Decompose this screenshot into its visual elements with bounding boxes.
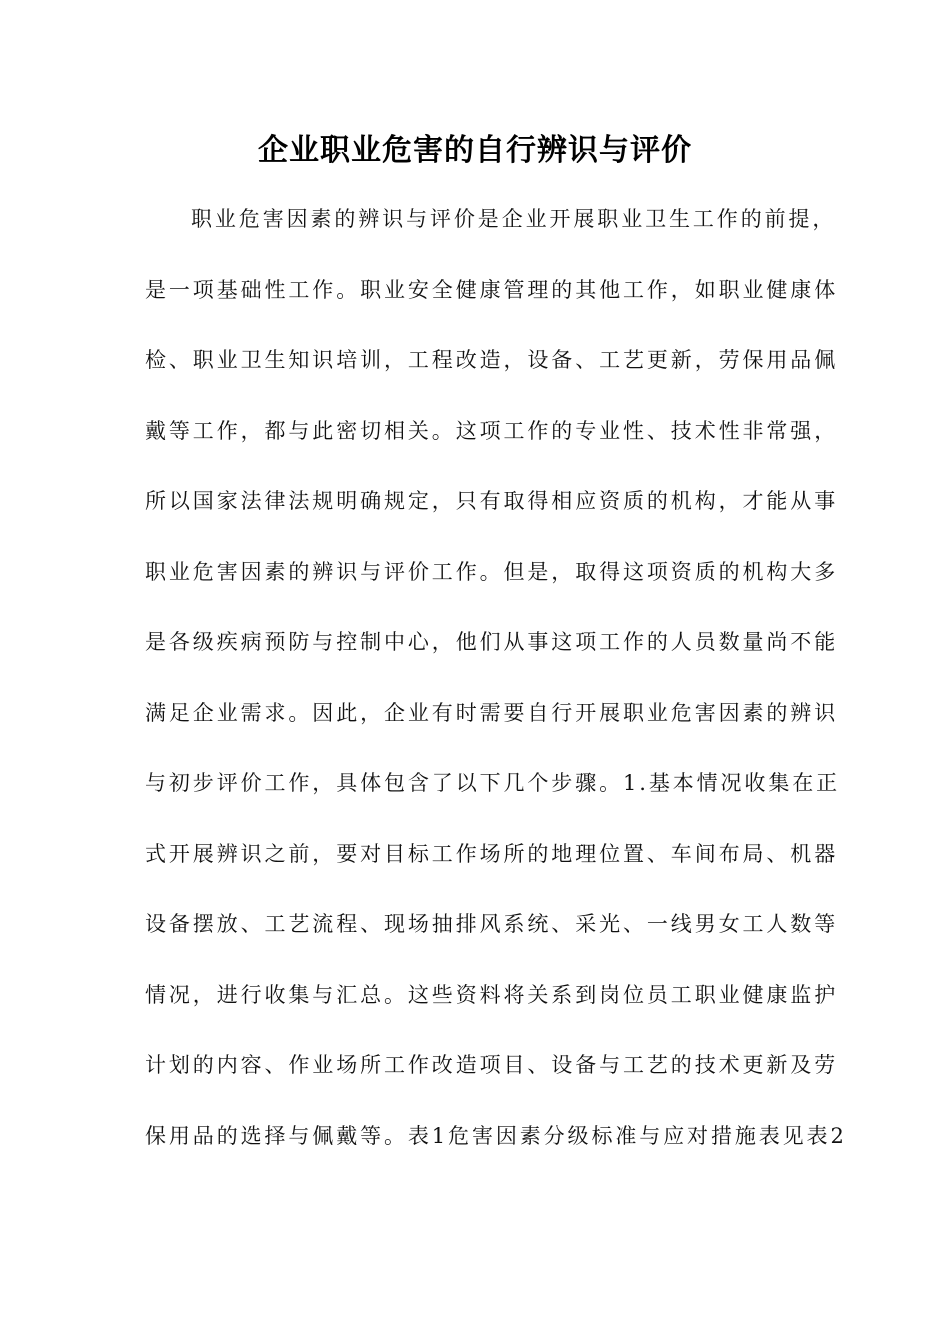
document-title: 企业职业危害的自行辨识与评价: [258, 133, 692, 168]
paragraph-line: 情况，进行收集与汇总。这些资料将关系到岗位员工职业健康监护: [145, 982, 839, 1007]
document-body: [145, 196, 847, 1183]
paragraph-line: 职业危害因素的辨识与评价工作。但是，取得这项资质的机构大多: [145, 559, 839, 584]
paragraph-line: 式开展辨识之前，要对目标工作场所的地理位置、车间布局、机器: [145, 841, 839, 866]
paragraph-line: 是各级疾病预防与控制中心，他们从事这项工作的人员数量尚不能: [145, 630, 839, 654]
paragraph-line: 与初步评价工作，具体包含了以下几个步骤。1.基本情况收集在正: [145, 771, 841, 795]
paragraph-line: 检、职业卫生知识培训，工程改造，设备、工艺更新，劳保用品佩: [145, 348, 839, 372]
paragraph-line: 设备摆放、工艺流程、现场抽排风系统、采光、一线男女工人数等: [145, 912, 839, 936]
paragraph-line: 戴等工作，都与此密切相关。这项工作的专业性、技术性非常强，: [145, 418, 839, 443]
paragraph-line: 计划的内容、作业场所工作改造项目、设备与工艺的技术更新及劳: [145, 1053, 839, 1077]
paragraph-line: 保用品的选择与佩戴等。表1危害因素分级标准与应对措施表见表2: [145, 1123, 847, 1148]
paragraph-line: 满足企业需求。因此，企业有时需要自行开展职业危害因素的辨识: [145, 700, 839, 725]
paragraph-line: 所以国家法律法规明确规定，只有取得相应资质的机构，才能从事: [145, 489, 839, 513]
paragraph-line: 职业危害因素的辨识与评价是企业开展职业卫生工作的前提，: [191, 207, 837, 231]
paragraph-line: 是一项基础性工作。职业安全健康管理的其他工作，如职业健康体: [145, 277, 839, 302]
